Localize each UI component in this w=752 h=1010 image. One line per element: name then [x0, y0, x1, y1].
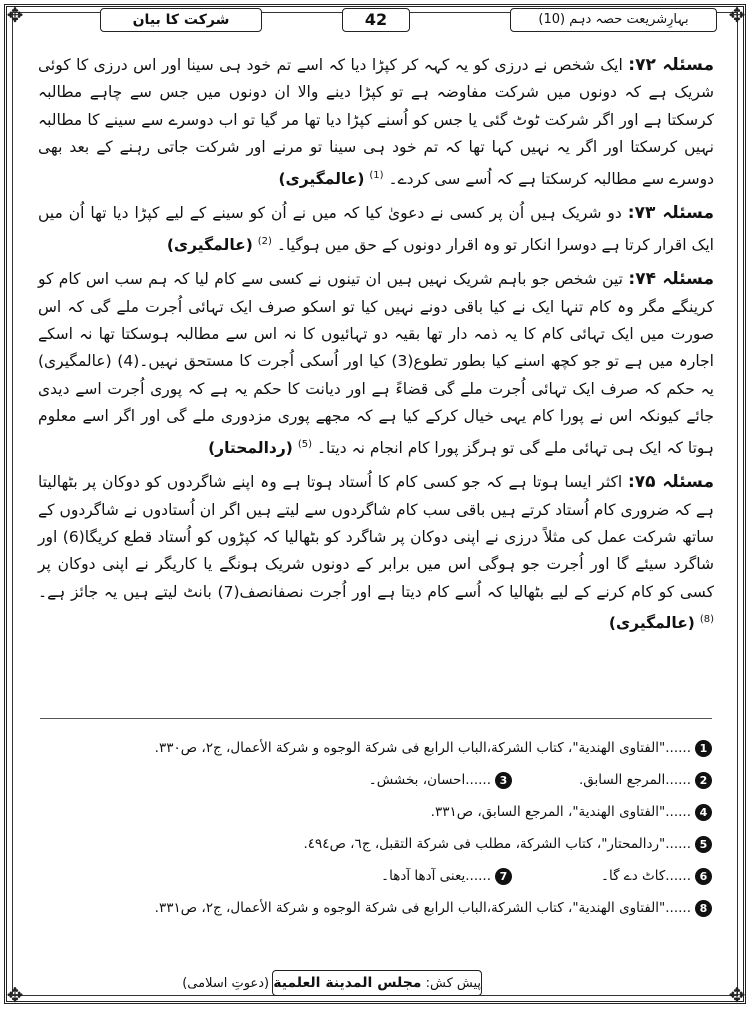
footnotes — [40, 732, 712, 944]
footnote-text: ......"ردالمحتار"، كتاب الشركة، مطلب فى شركة التقبل، ج٦، ص٤٩٤. — [303, 836, 691, 852]
footnote-row — [40, 892, 712, 924]
masala-label: مسئلہ ۷۲: — [628, 55, 714, 75]
footnote-row — [40, 828, 712, 860]
footnote — [512, 868, 712, 885]
chapter-title: شرکت کا بیان — [100, 8, 262, 32]
corner-ornament-icon: ✥ — [728, 3, 746, 27]
publisher-subtitle: (دعوتِ اسلامی) — [182, 976, 270, 991]
source-citation: (ردالمحتار) — [208, 438, 293, 457]
footnote-divider — [40, 718, 712, 719]
footnote-text: ......"الفتاوی الهندية"، المرجع السابق، ص٣٣١. — [430, 804, 691, 820]
masala-paragraph — [38, 469, 714, 638]
presenter-label: پیش کش: — [425, 976, 481, 991]
footnote-text: ......"الفتاوی الهندية"، كتاب الشركة،الباب الرابع فى شركة الوجوه و شركة الأعمال، ج٢، ص٣٣٠. — [154, 740, 691, 756]
masala-label: مسئلہ ۷۴: — [628, 269, 715, 290]
book-title: بہارِشریعت حصہ دہم (10) — [510, 8, 717, 32]
footnote — [40, 900, 712, 917]
masala-paragraph — [38, 266, 714, 462]
footnote — [512, 772, 712, 789]
masala-text: دو شریک ہیں اُن پر کسی نے دعویٰ کیا کہ میں نے اُن کو سینے کے لیے کپڑا دیا تھا اُن میں ایک اقرار کرتا ہے دوسرا انکار تو وہ اقرار دونوں کے حق میں ہوگیا۔ — [38, 204, 714, 254]
main-text — [38, 52, 714, 692]
footnote-text: ......المرجع السابق. — [578, 772, 691, 788]
footnote-number: 7 — [495, 868, 512, 885]
source-citation: (عالمگیری) — [166, 235, 253, 254]
footnote-number: 2 — [695, 772, 712, 789]
publisher-name: مجلس المدينة العلمية — [273, 975, 422, 991]
footnote-number: 3 — [495, 772, 512, 789]
footnote-number: 8 — [695, 900, 712, 917]
footnote-text: ......کاٹ دے گا۔ — [601, 868, 691, 884]
footnote-number: 1 — [695, 740, 712, 757]
footnote-text: ......"الفتاوی الهندية"، كتاب الشركة،الباب الرابع فى شركة الوجوه و شركة الأعمال، ج٢، ص٣٣١. — [154, 900, 691, 916]
masala-label: مسئلہ ۷۳: — [627, 203, 714, 224]
publisher-footer — [182, 970, 482, 996]
page-number: 42 — [342, 8, 410, 32]
footnote-number: 6 — [695, 868, 712, 885]
corner-ornament-icon: ✥ — [728, 983, 746, 1007]
footnote-row — [40, 796, 712, 828]
footnote-number: 5 — [695, 836, 712, 853]
footnote-row — [40, 764, 712, 796]
footnote — [40, 740, 712, 757]
footnote — [40, 804, 712, 821]
masala-label: مسئلہ ۷۵: — [627, 472, 714, 493]
masala-paragraph — [38, 52, 714, 193]
source-citation: (عالمگیری) — [278, 169, 365, 188]
footnote-ref: (8) — [699, 614, 714, 626]
masala-text: اکثر ایسا ہوتا ہے کہ جو کسی کام کا اُستاد ہوتا ہے وہ اپنے شاگردوں کو دوکان پر بٹھالیتا ہے کہ ضروری کام اُستاد کرتے ہیں باقی سب کام شاگردوں سے لیتے ہیں اگر ان اُستادوں نے شاگردوں کے ساتھ شرکت عمل کی مثلاً درزی نے اپنی دوکان پر شاگرد کو بٹھالیا کہ کپڑوں کو اُستاد قطع کریگا(6) اور شاگرد سیئے گا اور اُجرت جو ہوگی اس میں برابر کے دونوں شریک ہونگے یا کاریگر نے اپنی دوکان پر کسی کو کام کرنے کے لیے بٹھالیا کہ اُسے کام دیتا ہے اور اُجرت نصفانصف(7) بانٹ لیتے ہیں یہ جائز ہے۔ — [38, 473, 714, 601]
footnote-ref: (1) — [369, 169, 384, 181]
footnote — [40, 772, 512, 789]
masala-paragraph — [38, 200, 714, 259]
footnote-text: ......احسان، بخشش۔ — [368, 772, 491, 788]
masala-text: ایک شخص نے درزی کو یہ کہہ کر کپڑا دیا کہ اسے تم خود ہی سینا اور اس درزی کا کوئی شریک ہے کہ دونوں میں شرکت مفاوضہ ہے تو کپڑا دینے والا ان دونوں میں جس سے چاہے مطالبہ کرسکتا ہے اور اگر شرکت ٹوٹ گئی یا جس کو اُسنے کپڑا دیا تھا مر گیا تو اب دوسرے سے سینے کا مطالبہ نہیں کرسکتا اور اگر یہ نہیں کہا تھا کہ تم خود ہی سینا تو مرنے اور شرکت جاتی رہنے کے بعد بھی دوسرے سے مطالبہ کرسکتا ہے کہ اُسے سی کردے۔ — [38, 56, 714, 188]
footnote — [40, 836, 712, 853]
source-citation: (عالمگیری) — [608, 614, 695, 633]
footnote-number: 4 — [695, 804, 712, 821]
footnote-text: ......یعنی آدھا آدھا۔ — [381, 868, 491, 884]
footnote-row — [40, 732, 712, 764]
masala-text: تین شخص جو باہم شریک نہیں ہیں ان تینوں نے کسی سے کام لیا کہ ہم سب اس کام کو کرینگے مگر وہ کام تنہا ایک نے کیا باقی دونے نہیں کیا تو اسکو صرف ایک تہائی اُجرت ملے گی کہ اس صورت میں ایک تہائی کام کا یہ ذمہ دار تھا بقیہ دو تہائیوں کا نہ اس سے مطالبہ ہوسکتا تھا نہ اسکے اجارہ میں ہے تو جو کچھ اسنے کیا بطور تطوع(3) کیا اور اُسکی اُجرت کا مستحق نہیں۔(4) (عالمگیری) یہ حکم کہ صرف ایک تہائی اُجرت ملے گی قضاءً ہے اور دیانت کا حکم یہ ہے کہ پوری اُجرت اسے دیدی جائے کیونکہ اس نے پورا کام یہی خیال کرکے کیا ہے کہ مجھے پوری مزدوری ملے گی اور اگر اسے معلوم ہوتا کہ ایک ہی تہائی ملے گی تو ہرگز پورا کام انجام نہ دیتا۔ — [38, 270, 714, 457]
corner-ornament-icon: ✥ — [6, 3, 24, 27]
footnote — [40, 868, 512, 885]
footnote-ref: (5) — [297, 438, 313, 450]
footnote-row — [40, 860, 712, 892]
corner-ornament-icon: ✥ — [6, 983, 24, 1007]
footnote-ref: (2) — [257, 235, 272, 247]
